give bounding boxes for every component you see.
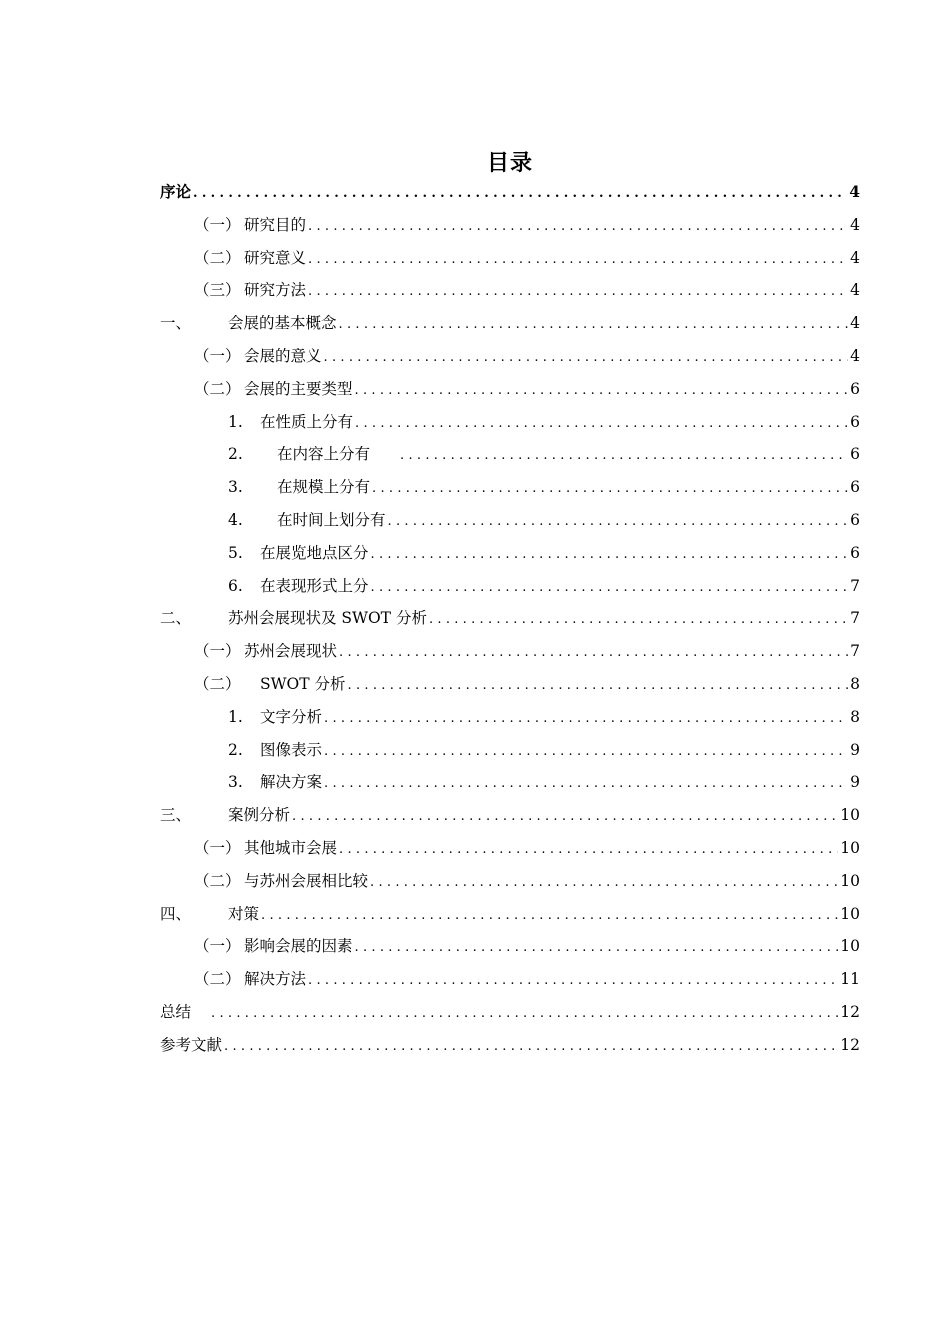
toc-page-number: 9 bbox=[850, 773, 860, 792]
toc-entry-label: 对策 bbox=[228, 904, 260, 923]
toc-entry-label: 序论 bbox=[160, 182, 192, 201]
toc-entry-label: 图像表示 bbox=[260, 740, 323, 759]
toc-page-number: 4 bbox=[850, 281, 860, 300]
toc-entry-label: SWOT 分析 bbox=[260, 674, 346, 693]
toc-entry-number: （一） bbox=[194, 642, 241, 661]
toc-entry-number: 二、 bbox=[160, 609, 192, 628]
toc-page-number: 8 bbox=[850, 674, 860, 693]
toc-page-number: 6 bbox=[850, 510, 860, 529]
toc-entry-number: 三、 bbox=[160, 806, 192, 825]
toc-entry-number: 5. bbox=[228, 543, 243, 562]
toc-entry-label: 参考文献 bbox=[160, 1035, 223, 1054]
toc-leader bbox=[339, 309, 849, 342]
toc-leader bbox=[429, 604, 848, 637]
toc-entry-label: 在展览地点区分 bbox=[260, 543, 369, 562]
toc-leader bbox=[324, 736, 848, 769]
toc-page-number: 8 bbox=[850, 707, 860, 726]
toc-page-number: 9 bbox=[850, 740, 860, 759]
toc-entry-number: 2. bbox=[228, 740, 243, 759]
toc-entry[interactable] bbox=[160, 537, 860, 570]
toc-entry-number: 6. bbox=[228, 576, 243, 595]
toc-entry-number: （二） bbox=[194, 248, 241, 267]
toc-entry-number: （二） bbox=[194, 674, 241, 693]
toc-entry[interactable] bbox=[160, 996, 860, 1029]
toc-entry[interactable] bbox=[160, 799, 860, 832]
toc-entry-number: 3. bbox=[228, 478, 243, 497]
toc-page-number: 7 bbox=[850, 576, 860, 595]
toc-entry-label: 影响会展的因素 bbox=[244, 937, 353, 956]
toc-page-number: 7 bbox=[850, 609, 860, 628]
toc-entry-label: 与苏州会展相比较 bbox=[244, 871, 369, 890]
toc-entry[interactable] bbox=[160, 734, 860, 767]
toc-page-number: 6 bbox=[850, 543, 860, 562]
toc-leader bbox=[355, 932, 839, 965]
toc-entry-label: 在表现形式上分 bbox=[260, 576, 369, 595]
toc-leader bbox=[339, 637, 848, 670]
toc-page-number: 6 bbox=[850, 379, 860, 398]
toc-entry-label: 研究目的 bbox=[244, 215, 307, 234]
toc-entry-number: （二） bbox=[194, 871, 241, 890]
toc-leader bbox=[339, 834, 838, 867]
toc-entry-number: 2. bbox=[228, 445, 243, 464]
toc-entry-number: 1. bbox=[228, 412, 243, 431]
toc-leader bbox=[324, 703, 848, 736]
toc-leader bbox=[324, 768, 848, 801]
toc-page-number: 10 bbox=[840, 806, 860, 825]
toc-entry[interactable] bbox=[160, 635, 860, 668]
toc-entry-label: 苏州会展现状 bbox=[244, 642, 338, 661]
toc-entry[interactable] bbox=[160, 832, 860, 865]
toc-entry-number: （二） bbox=[194, 970, 241, 989]
toc-leader bbox=[308, 244, 848, 277]
toc-entry-number: （一） bbox=[194, 838, 241, 857]
toc-leader bbox=[292, 801, 838, 834]
toc-entry[interactable] bbox=[160, 471, 860, 504]
toc-entry-label: 在内容上分有 bbox=[277, 445, 371, 464]
toc-entry-number: （三） bbox=[194, 281, 241, 300]
toc-leader bbox=[348, 670, 849, 703]
toc-entry[interactable] bbox=[160, 242, 860, 275]
toc-leader bbox=[371, 572, 849, 605]
toc-page-number: 10 bbox=[840, 904, 860, 923]
toc-entry-label: 研究意义 bbox=[244, 248, 307, 267]
toc-leader bbox=[193, 178, 847, 211]
toc-entry[interactable] bbox=[160, 274, 860, 307]
toc-entry-number: 四、 bbox=[160, 904, 192, 923]
toc-entry[interactable] bbox=[160, 209, 860, 242]
toc-leader bbox=[370, 867, 838, 900]
toc-entry-number: 一、 bbox=[160, 314, 192, 333]
toc-page-number: 6 bbox=[850, 478, 860, 497]
toc-leader bbox=[224, 1031, 838, 1064]
toc-title: 目录 bbox=[486, 151, 533, 176]
toc-entry-number: 4. bbox=[228, 510, 243, 529]
toc-entry[interactable] bbox=[160, 406, 860, 439]
toc-page-number: 4 bbox=[850, 314, 860, 333]
toc-entry-number: 1. bbox=[228, 707, 243, 726]
toc-entry-label: 解决方法 bbox=[244, 970, 307, 989]
toc-entry-label: 会展的意义 bbox=[244, 346, 322, 365]
toc-entry[interactable] bbox=[160, 930, 860, 963]
toc-page-number: 10 bbox=[840, 838, 860, 857]
toc-leader bbox=[261, 900, 838, 933]
toc-entry[interactable] bbox=[160, 766, 860, 799]
toc-page-number: 6 bbox=[850, 412, 860, 431]
toc-leader bbox=[308, 211, 848, 244]
toc-leader bbox=[371, 539, 849, 572]
toc-entry[interactable] bbox=[160, 898, 860, 931]
toc-entry-label: 会展的主要类型 bbox=[244, 379, 353, 398]
toc-entry[interactable] bbox=[160, 373, 860, 406]
toc-page-number: 12 bbox=[840, 1035, 860, 1054]
toc-entry-number: （一） bbox=[194, 346, 241, 365]
toc-entry-label: 其他城市会展 bbox=[244, 838, 338, 857]
toc-page-number: 12 bbox=[840, 1002, 860, 1021]
toc-entry-label: 在性质上分有 bbox=[260, 412, 354, 431]
toc-entry[interactable] bbox=[160, 701, 860, 734]
toc-entry[interactable] bbox=[160, 340, 860, 373]
toc-leader bbox=[211, 998, 838, 1031]
toc-entry-number: （一） bbox=[194, 215, 241, 234]
toc-entry-label: 苏州会展现状及 SWOT 分析 bbox=[228, 609, 427, 628]
toc-entry-label: 文字分析 bbox=[260, 707, 323, 726]
toc-entry[interactable] bbox=[160, 438, 860, 471]
toc-leader bbox=[355, 408, 848, 441]
toc-entry-label: 在规模上分有 bbox=[277, 478, 371, 497]
toc-entry[interactable] bbox=[160, 1029, 860, 1062]
toc-entry[interactable] bbox=[160, 504, 860, 537]
toc-leader bbox=[388, 506, 849, 539]
toc-page-number: 6 bbox=[850, 445, 860, 464]
toc-entry-number: （一） bbox=[194, 937, 241, 956]
toc-entry-label: 在时间上划分有 bbox=[277, 510, 386, 529]
toc-entry-number: （二） bbox=[194, 379, 241, 398]
toc-leader bbox=[308, 965, 838, 998]
toc-entry-number: 3. bbox=[228, 773, 243, 792]
toc-leader bbox=[372, 473, 848, 506]
toc-page-number: 4 bbox=[849, 182, 860, 201]
toc-page-number: 10 bbox=[840, 871, 860, 890]
toc-entry-label: 会展的基本概念 bbox=[228, 314, 337, 333]
toc-entry-label: 总结 bbox=[160, 1002, 192, 1021]
toc-page-number: 4 bbox=[850, 346, 860, 365]
toc-list bbox=[160, 176, 860, 1062]
toc-entry[interactable] bbox=[160, 307, 860, 340]
toc-entry[interactable] bbox=[160, 865, 860, 898]
toc-entry[interactable] bbox=[160, 963, 860, 996]
toc-entry[interactable] bbox=[160, 176, 860, 209]
toc-leader bbox=[308, 276, 848, 309]
toc-page-number: 11 bbox=[840, 970, 860, 989]
toc-page-number: 4 bbox=[850, 248, 860, 267]
toc-entry-label: 案例分析 bbox=[228, 806, 291, 825]
toc-leader bbox=[324, 342, 849, 375]
toc-entry[interactable] bbox=[160, 668, 860, 701]
toc-entry[interactable] bbox=[160, 570, 860, 603]
toc-entry-label: 研究方法 bbox=[244, 281, 307, 300]
toc-page-number: 7 bbox=[850, 642, 860, 661]
toc-entry-label: 解决方案 bbox=[260, 773, 323, 792]
toc-leader bbox=[400, 440, 848, 473]
toc-page-number: 10 bbox=[840, 937, 860, 956]
toc-leader bbox=[355, 375, 849, 408]
toc-page-number: 4 bbox=[850, 215, 860, 234]
toc-entry[interactable] bbox=[160, 602, 860, 635]
